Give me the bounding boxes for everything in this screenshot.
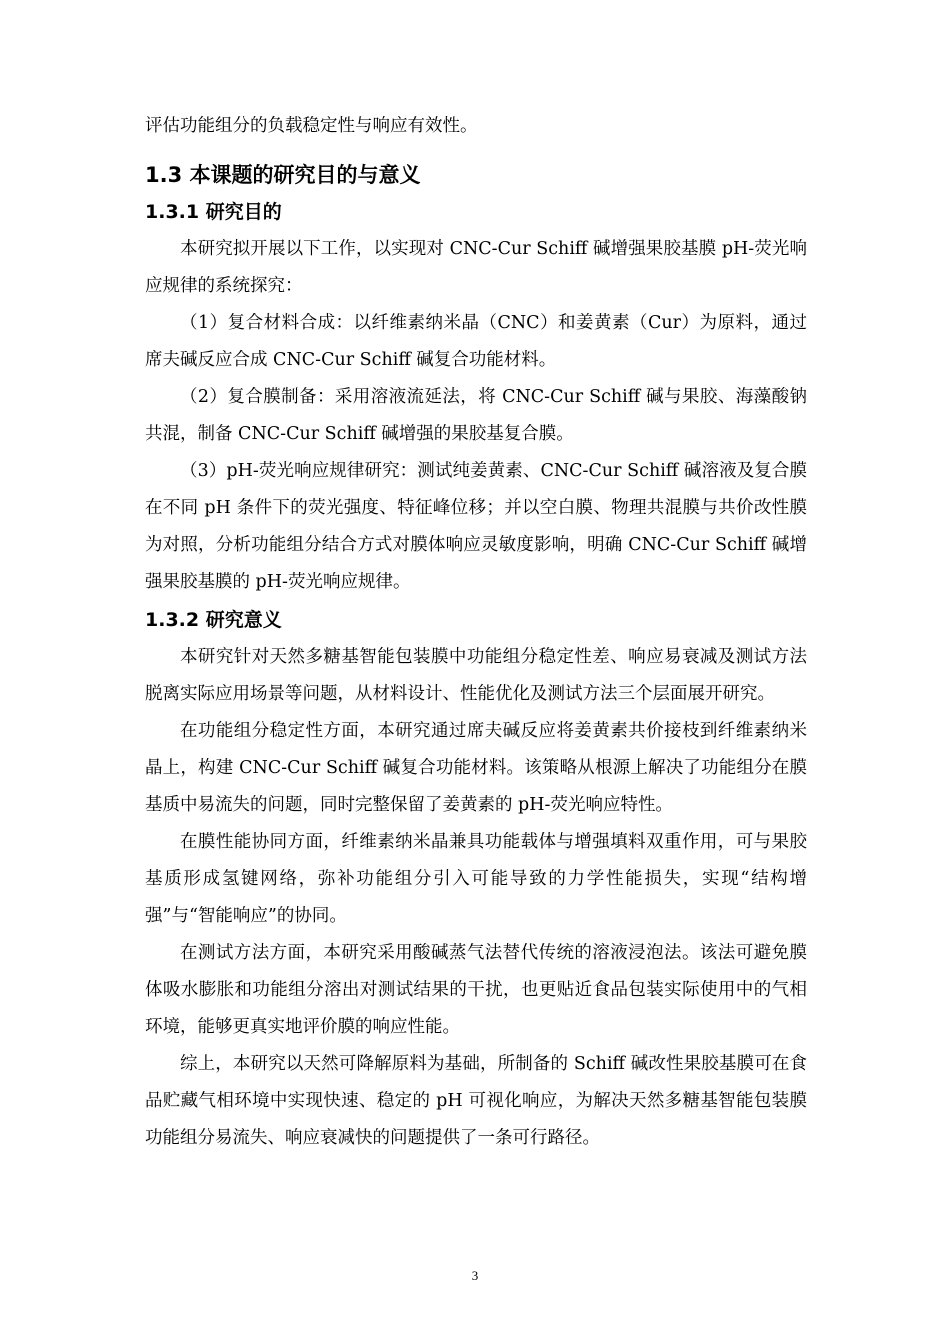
heading-1-3: 1.3 本课题的研究目的与意义 [145, 163, 421, 187]
paragraph-significance-3: 在膜性能协同方面，纤维素纳米晶兼具功能载体与增强填料双重作用，可与果胶基质形成氢键网络，弥补功能组分引入可能导致的力学性能损失，实现“结构增强”与“智能响应”的协同。 [145, 832, 807, 926]
paragraph-intro-tail: 评估功能组分的负载稳定性与响应有效性。 [145, 116, 478, 136]
document-page [145, 108, 807, 1157]
paragraph-significance-1: 本研究针对天然多糖基智能包装膜中功能组分稳定性差、响应易衰减及测试方法脱离实际应用场景等问题，从材料设计、性能优化及测试方法三个层面展开研究。 [145, 647, 807, 704]
paragraph-goal-intro: 本研究拟开展以下工作，以实现对 CNC-Cur Schiff 碱增强果胶基膜 pH-荧光响应规律的系统探究： [145, 239, 807, 296]
paragraph-significance-5: 综上，本研究以天然可降解原料为基础，所制备的 Schiff 碱改性果胶基膜可在食品贮藏气相环境中实现快速、稳定的 pH 可视化响应，为解决天然多糖基智能包装膜功能组分易流失、响应衰减快的问题提供了一条可行路径。 [145, 1054, 807, 1148]
paragraph-goal-3: （3）pH-荧光响应规律研究：测试纯姜黄素、CNC-Cur Schiff 碱溶液及复合膜在不同 pH 条件下的荧光强度、特征峰位移；并以空白膜、物理共混膜与共价改性膜为对照，分析功能组分结合方式对膜体响应灵敏度影响，明确 CNC-Cur Schiff 碱增强果胶基膜的 pH-荧光响应规律。 [145, 461, 807, 592]
paragraph-significance-4: 在测试方法方面，本研究采用酸碱蒸气法替代传统的溶液浸泡法。该法可避免膜体吸水膨胀和功能组分溶出对测试结果的干扰，也更贴近食品包装实际使用中的气相环境，能够更真实地评价膜的响应性能。 [145, 943, 807, 1037]
heading-1-3-1: 1.3.1 研究目的 [145, 201, 282, 223]
paragraph-goal-1: （1）复合材料合成：以纤维素纳米晶（CNC）和姜黄素（Cur）为原料，通过席夫碱反应合成 CNC-Cur Schiff 碱复合功能材料。 [145, 313, 807, 370]
page-number: 3 [471, 1268, 479, 1283]
heading-1-3-2: 1.3.2 研究意义 [145, 609, 282, 631]
paragraph-goal-2: （2）复合膜制备：采用溶液流延法，将 CNC-Cur Schiff 碱与果胶、海藻酸钠共混，制备 CNC-Cur Schiff 碱增强的果胶基复合膜。 [145, 387, 807, 444]
paragraph-significance-2: 在功能组分稳定性方面，本研究通过席夫碱反应将姜黄素共价接枝到纤维素纳米晶上，构建 CNC-Cur Schiff 碱复合功能材料。该策略从根源上解决了功能组分在膜基质中易流失的问题，同时完整保留了姜黄素的 pH-荧光响应特性。 [145, 721, 807, 815]
